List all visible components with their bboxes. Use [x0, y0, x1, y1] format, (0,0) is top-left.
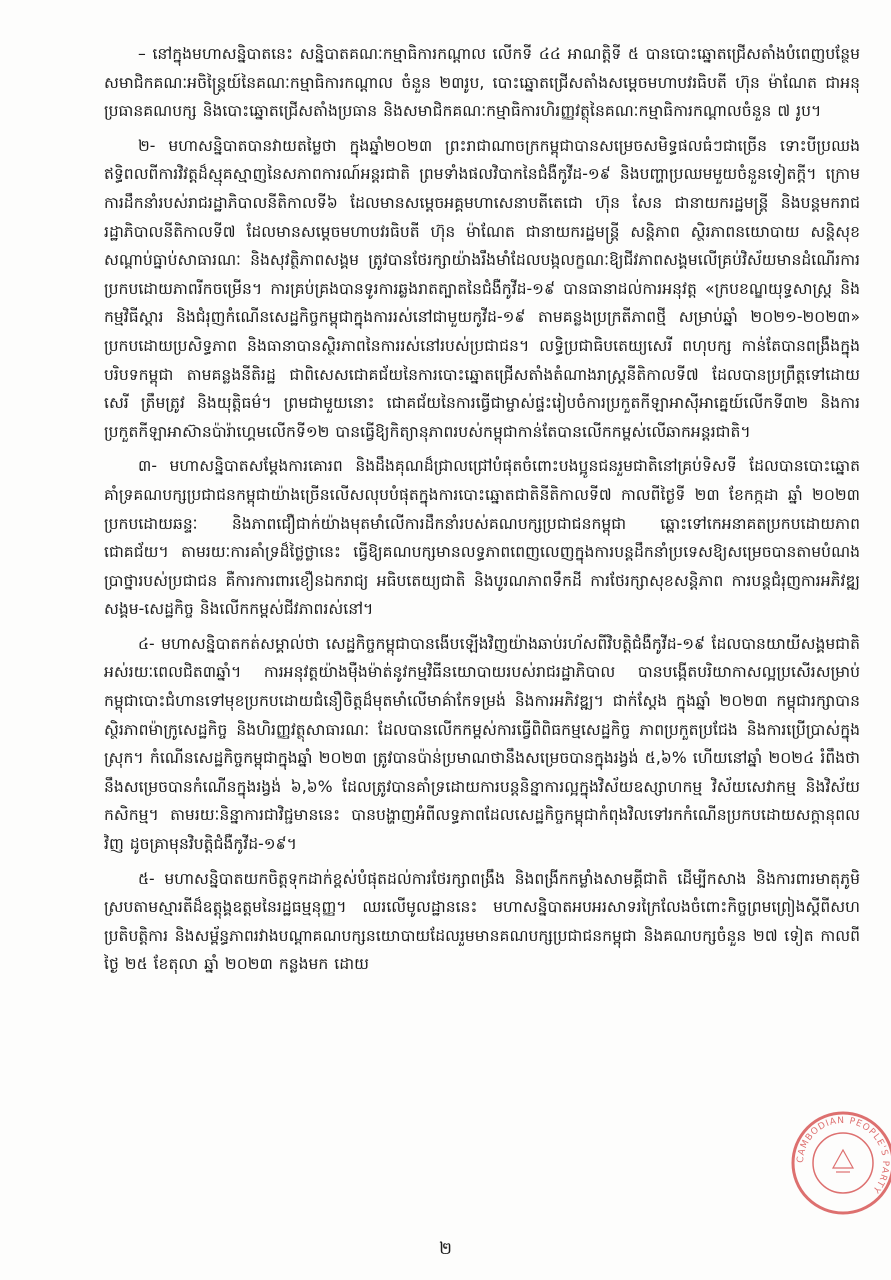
seal-text: CAMBODIAN PEOPLE'S PARTY	[795, 1115, 891, 1196]
party-seal-stamp	[788, 1108, 891, 1218]
paragraph-intro: – នៅក្នុងមហាសន្និបាតនេះ សន្និបាតគណៈកម្មាធិការកណ្ដាល លើកទី ៤៤ អាណត្តិទី ៥ បានបោះឆ្នោតជ្រើសតាំងបំពេញបន្ថែមសមាជិកគណៈអចិន្ត្រៃយ៍នៃគណៈកម្មាធិការកណ្ដាល ចំនួន ២៣រូប, បោះឆ្នោតជ្រើសតាំងសម្ដេចមហាបវរធិបតី ហ៊ុន ម៉ាណែត ជាអនុប្រធានគណបក្ស និងបោះឆ្នោតជ្រើសតាំងប្រធាន និងសមាជិកគណៈកម្មាធិការហិរញ្ញវត្ថុនៃគណៈកម្មាធិការកណ្ដាលចំនួន ៧ រូប។	[104, 45, 860, 121]
paragraph-4: ៤- មហាសន្និបាតកត់សម្គាល់ថា សេដ្ឋកិច្ចកម្ពុជាបានងើបឡើងវិញយ៉ាងឆាប់រហ័សពីវិបត្តិជំងឺកូវីដ-១៩ ដែលបានយាយីសង្គមជាតិអស់រយៈពេលជិត៣ឆ្នាំ។ ការអនុវត្តយ៉ាងម៉ឺងម៉ាត់នូវកម្មវិធីនយោបាយរបស់រាជរដ្ឋាភិបាល បានបង្កើតបរិយាកាសល្អប្រសើរសម្រាប់កម្ពុជាបោះជំហានទៅមុខប្រកបដោយជំនឿចិត្តដ៏មុតមាំលើមាគ៌ាកែទម្រង់ និងការអភិវឌ្ឍ។ ជាក់ស្ដែង ក្នុងឆ្នាំ ២០២៣ កម្ពុជារក្សាបានស្ថិរភាពម៉ាក្រូសេដ្ឋកិច្ច និងហិរញ្ញវត្ថុសាធារណៈ ដែលបានលើកកម្ពស់ការធ្វើពិពិធកម្មសេដ្ឋកិច្ច ភាពប្រកួតប្រជែង និងការប្រើប្រាស់ក្នុងស្រុក។ កំណើនសេដ្ឋកិច្ចកម្ពុជាក្នុងឆ្នាំ ២០២៣ ត្រូវបានប៉ាន់ប្រមាណថានឹងសម្រេចបានក្នុងរង្វង់ ៥,៦% ហើយនៅឆ្នាំ ២០២៤ រំពឹងថានឹងសម្រេចបានកំណើនក្នុងរង្វង់ ៦,៦% ដែលត្រូវបានគាំទ្រដោយការបន្តនិន្នាការល្អក្នុងវិស័យឧស្សាហកម្ម វិស័យសេវាកម្ម និងវិស័យកសិកម្ម។ តាមរយៈនិន្នាការជាវិជ្ជមាននេះ បានបង្ហាញអំពីលទ្ធភាពដែលសេដ្ឋកិច្ចកម្ពុជាកំពុងវិលទៅរកកំណើនប្រកបដោយសក្ដានុពលវិញ ដូចគ្រាមុនវិបត្តិជំងឺកូវីដ-១៩។	[104, 634, 860, 854]
svg-text:CAMBODIAN PEOPLE'S PARTY	[796, 1116, 890, 1195]
document-body	[104, 40, 860, 1220]
paragraph-5: ៥- មហាសន្និបាតយកចិត្តទុកដាក់ខ្ពស់បំផុតដល់ការថែរក្សាពង្រឹង និងពង្រីកកម្លាំងសាមគ្គីជាតិ ដើម្បីកសាង និងការពារមាតុភូមិស្របតាមស្មារតីដ៏ឧត្ដុង្គឧត្ដមនៃរដ្ឋធម្មនុញ្ញ។ ឈរលើមូលដ្ឋាននេះ មហាសន្និបាតអបអរសាទរក្រៃលែងចំពោះកិច្ចព្រមព្រៀងស្ដីពីសហប្រតិបត្តិការ និងសម្ព័ន្ធភាពរវាងបណ្ដាគណបក្សនយោបាយដែលរួមមានគណបក្សប្រជាជនកម្ពុជា និងគណបក្សចំនួន ២៧ ទៀត កាលពីថ្ងៃ ២៥ ខែតុលា ឆ្នាំ ២០២៣ កន្លងមក ដោយ	[104, 869, 860, 974]
paragraph-3: ៣- មហាសន្និបាតសម្ដែងការគោរព និងដឹងគុណដ៏ជ្រាលជ្រៅបំផុតចំពោះបងប្អូនជនរួមជាតិនៅគ្រប់ទិសទី ដែលបានបោះឆ្នោតគាំទ្រគណបក្សប្រជាជនកម្ពុជាយ៉ាងច្រើនលើសលុបបំផុតក្នុងការបោះឆ្នោតជាតិនីតិកាលទី៧ កាលពីថ្ងៃទី ២៣ ខែកក្កដា ឆ្នាំ ២០២៣ ប្រកបដោយឆន្ទៈ និងភាពជឿជាក់យ៉ាងមុតមាំលើការដឹកនាំរបស់គណបក្សប្រជាជនកម្ពុជា ឆ្ពោះទៅកេអនាគតប្រកបដោយភាពជោគជ័យ។ តាមរយៈការគាំទ្រដ៏ថ្លៃថ្លានេះ ធ្វើឱ្យគណបក្សមានលទ្ធភាពពេញលេញក្នុងការបន្តដឹកនាំប្រទេសឱ្យសម្រេចបានតាមបំណងប្រាថ្នារបស់ប្រជាជន គឺការការពារខឿនឯករាជ្យ អធិបតេយ្យជាតិ និងបូរណភាពទឹកដី ការថែរក្សាសុខសន្តិភាព ការបន្តជំរុញការអភិវឌ្ឍសង្គម-សេដ្ឋកិច្ច និងលើកកម្ពស់ជីវភាពរស់នៅ។	[104, 457, 860, 619]
page-number: ២	[439, 1239, 452, 1259]
paragraph-2: ២- មហាសន្និបាតបានវាយតម្លៃថា ក្នុងឆ្នាំ២០២៣ ព្រះរាជាណាចក្រកម្ពុជាបានសម្រេចសមិទ្ធផលធំៗជាច្រើន ទោះបីប្រឈងឥទ្ធិពលពីការវិវត្តដ៏ស្មុគស្មាញនៃសភាពការណ៍អន្តរជាតិ ព្រមទាំងផលវិបាកនៃជំងឺកូវីដ-១៩ និងបញ្ហាប្រឈមមួយចំនួនទៀតក្ដី។ ក្រោមការដឹកនាំរបស់រាជរដ្ឋាភិបាលនីតិកាលទី៦ ដែលមានសម្ដេចអគ្គមហាសេនាបតីតេជោ ហ៊ុន សែន ជានាយករដ្ឋមន្ត្រី និងបន្តមករាជរដ្ឋាភិបាលនីតិកាលទី៧ ដែលមានសម្ដេចមហាបវរធិបតី ហ៊ុន ម៉ាណែត ជានាយករដ្ឋមន្ត្រី សន្តិភាព ស្ថិរភាពនយោបាយ សន្តិសុខ សណ្ដាប់ធ្នាប់សាធារណៈ និងសុវត្ថិភាពសង្គម ត្រូវបានថែរក្សាយ៉ាងរឹងមាំដែលបង្កលក្ខណៈឱ្យជីវភាពសង្គមលើគ្រប់វិស័យមានដំណើរការប្រកបដោយភាពរីកចម្រើន។ ការគ្រប់គ្រងបានទូរការឆ្លងរាតត្បាតនៃជំងឺកូវីដ-១៩ បានធានាដល់ការអនុវត្ត «ក្របខណ្ឌយុទ្ធសាស្ត្រ និងកម្មវិធីស្ដារ និងជំរុញកំណើនសេដ្ឋកិច្ចកម្ពុជាក្នុងការរស់នៅជាមួយកូវីដ-១៩ តាមគន្លងប្រក្រតីភាពថ្មី សម្រាប់ឆ្នាំ ២០២១-២០២៣» ប្រកបដោយប្រសិទ្ធភាព និងធានាបានស្ថិរភាពនៃការរស់នៅរបស់ប្រជាជន។ លទ្ធិប្រជាធិបតេយ្យសេរី ពហុបក្ស កាន់តែបានពង្រឹងក្នុងបរិបទកម្ពុជា តាមគន្លងនីតិរដ្ឋ ជាពិសេសជោគជ័យនៃការបោះឆ្នោតជ្រើសតាំងតំណាងរាស្ត្រនីតិកាលទី៧ ដែលបានប្រព្រឹត្តទៅដោយសេរី ត្រឹមត្រូវ និងយុត្តិធម៌។ ព្រមជាមួយនោះ ជោគជ័យនៃការធ្វើជាម្ចាស់ផ្ទះរៀបចំការប្រកួតកីឡាអាស៊ីអាគ្នេយ៍លើកទី៣២ និងការប្រកួតកីឡាអាស៊ានប៉ារ៉ាហ្គេមលើកទី១២ បានធ្វើឱ្យកិត្យានុភាពរបស់កម្ពុជាកាន់តែបានលើកកម្ពស់លើឆាកអន្តរជាតិ។	[104, 136, 860, 441]
